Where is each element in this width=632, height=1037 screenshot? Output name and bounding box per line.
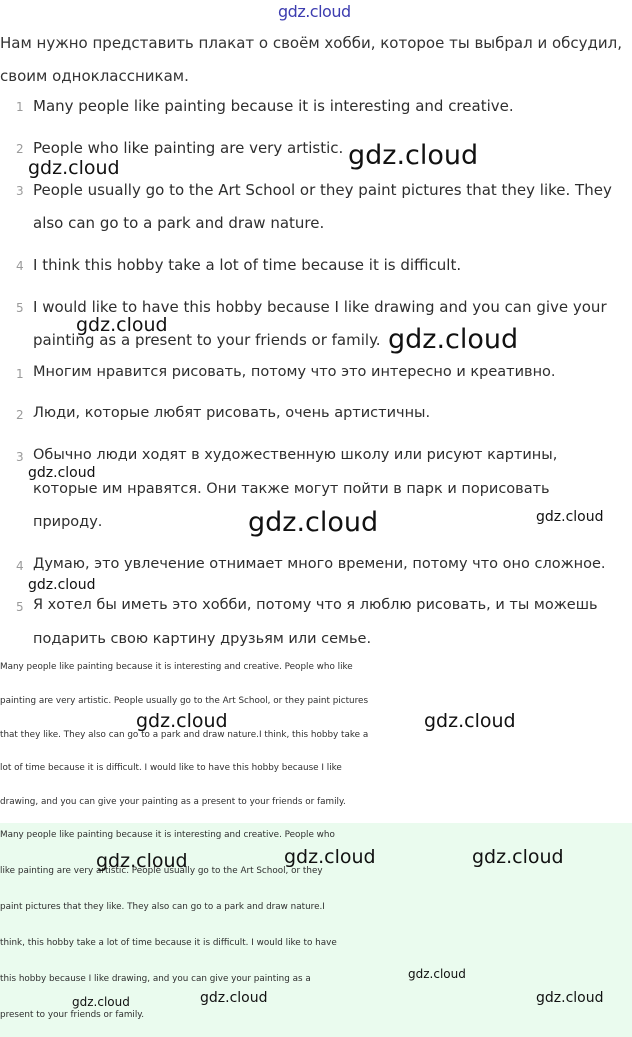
- paragraph-line: Many people like painting because it is interesting and creative. People who: [0, 830, 335, 840]
- watermark: gdz.cloud: [248, 507, 379, 538]
- list-item: Люди, которые любят рисовать, очень артистичны.: [33, 405, 431, 421]
- paragraph-line: lot of time because it is difficult. I would like to have this hobby because I like: [0, 763, 342, 773]
- list-number: 4: [16, 559, 24, 573]
- paragraph-line: drawing, and you can give your painting as a present to your friends or family.: [0, 797, 346, 807]
- list-number: 5: [16, 301, 24, 315]
- list-item-continued: подарить свою картину друзьям или семье.: [33, 631, 372, 647]
- list-number: 5: [16, 600, 24, 614]
- paragraph-line: that they like. They also can go to a park and draw nature.I think, this hobby take a: [0, 730, 369, 740]
- list-item: Я хотел бы иметь это хобби, потому что я люблю рисовать, и ты можешь: [33, 597, 598, 613]
- list-item: Многим нравится рисовать, потому что это интересно и креативно.: [33, 364, 556, 380]
- watermark: gdz.cloud: [200, 990, 268, 1006]
- intro-line-2: своим одноклассникам.: [0, 67, 189, 85]
- list-item: Many people like painting because it is interesting and creative.: [33, 97, 514, 115]
- list-item-continued: которые им нравятся. Они также могут пойти в парк и порисовать: [33, 481, 550, 497]
- list-number: 3: [16, 450, 24, 464]
- list-number: 2: [16, 408, 24, 422]
- paragraph-line: present to your friends or family.: [0, 1010, 145, 1020]
- paragraph-line: painting are very artistic. People usually go to the Art School, or they paint pictures: [0, 696, 369, 706]
- list-number: 4: [16, 259, 24, 273]
- watermark: gdz.cloud: [408, 967, 466, 981]
- watermark: gdz.cloud: [424, 710, 516, 732]
- watermark: gdz.cloud: [136, 710, 228, 732]
- list-number: 2: [16, 142, 24, 156]
- list-item: People who like painting are very artistic.: [33, 139, 344, 157]
- list-number: 3: [16, 184, 24, 198]
- paragraph-line: think, this hobby take a lot of time because it is difficult. I would like to have: [0, 938, 337, 948]
- list-item: Думаю, это увлечение отнимает много времени, потому что оно сложное.: [33, 556, 606, 572]
- list-item-continued: also can go to a park and draw nature.: [33, 214, 325, 232]
- watermark: gdz.cloud: [472, 846, 564, 868]
- paragraph-line: this hobby because I like drawing, and you can give your painting as a: [0, 974, 311, 984]
- watermark: gdz.cloud: [536, 990, 604, 1006]
- list-item-continued: painting as a present to your friends or family.: [33, 331, 381, 349]
- watermark: gdz.cloud: [76, 314, 168, 336]
- watermark: gdz.cloud: [96, 850, 188, 872]
- paragraph-line: Many people like painting because it is interesting and creative. People who like: [0, 662, 353, 672]
- list-item: People usually go to the Art School or they paint pictures that they like. They: [33, 181, 612, 199]
- list-number: 1: [16, 367, 24, 381]
- watermark: gdz.cloud: [28, 157, 120, 179]
- paragraph-line: like painting are very artistic. People usually go to the Art School, or they: [0, 866, 323, 876]
- header-watermark: gdz.cloud: [278, 2, 351, 21]
- watermark: gdz.cloud: [388, 324, 519, 355]
- list-item-continued: природу.: [33, 514, 103, 530]
- watermark: gdz.cloud: [28, 465, 96, 481]
- list-item: I think this hobby take a lot of time because it is difficult.: [33, 256, 462, 274]
- watermark: gdz.cloud: [536, 509, 604, 525]
- watermark: gdz.cloud: [348, 140, 479, 171]
- watermark: gdz.cloud: [28, 577, 96, 593]
- list-number: 1: [16, 100, 24, 114]
- intro-line-1: Нам нужно представить плакат о своём хобби, которое ты выбрал и обсудил,: [0, 34, 622, 52]
- watermark: gdz.cloud: [72, 995, 130, 1009]
- paragraph-line: paint pictures that they like. They also can go to a park and draw nature.I: [0, 902, 325, 912]
- watermark: gdz.cloud: [284, 846, 376, 868]
- list-item: I would like to have this hobby because I like drawing and you can give your: [33, 298, 607, 316]
- list-item: Обычно люди ходят в художественную школу или рисуют картины,: [33, 447, 558, 463]
